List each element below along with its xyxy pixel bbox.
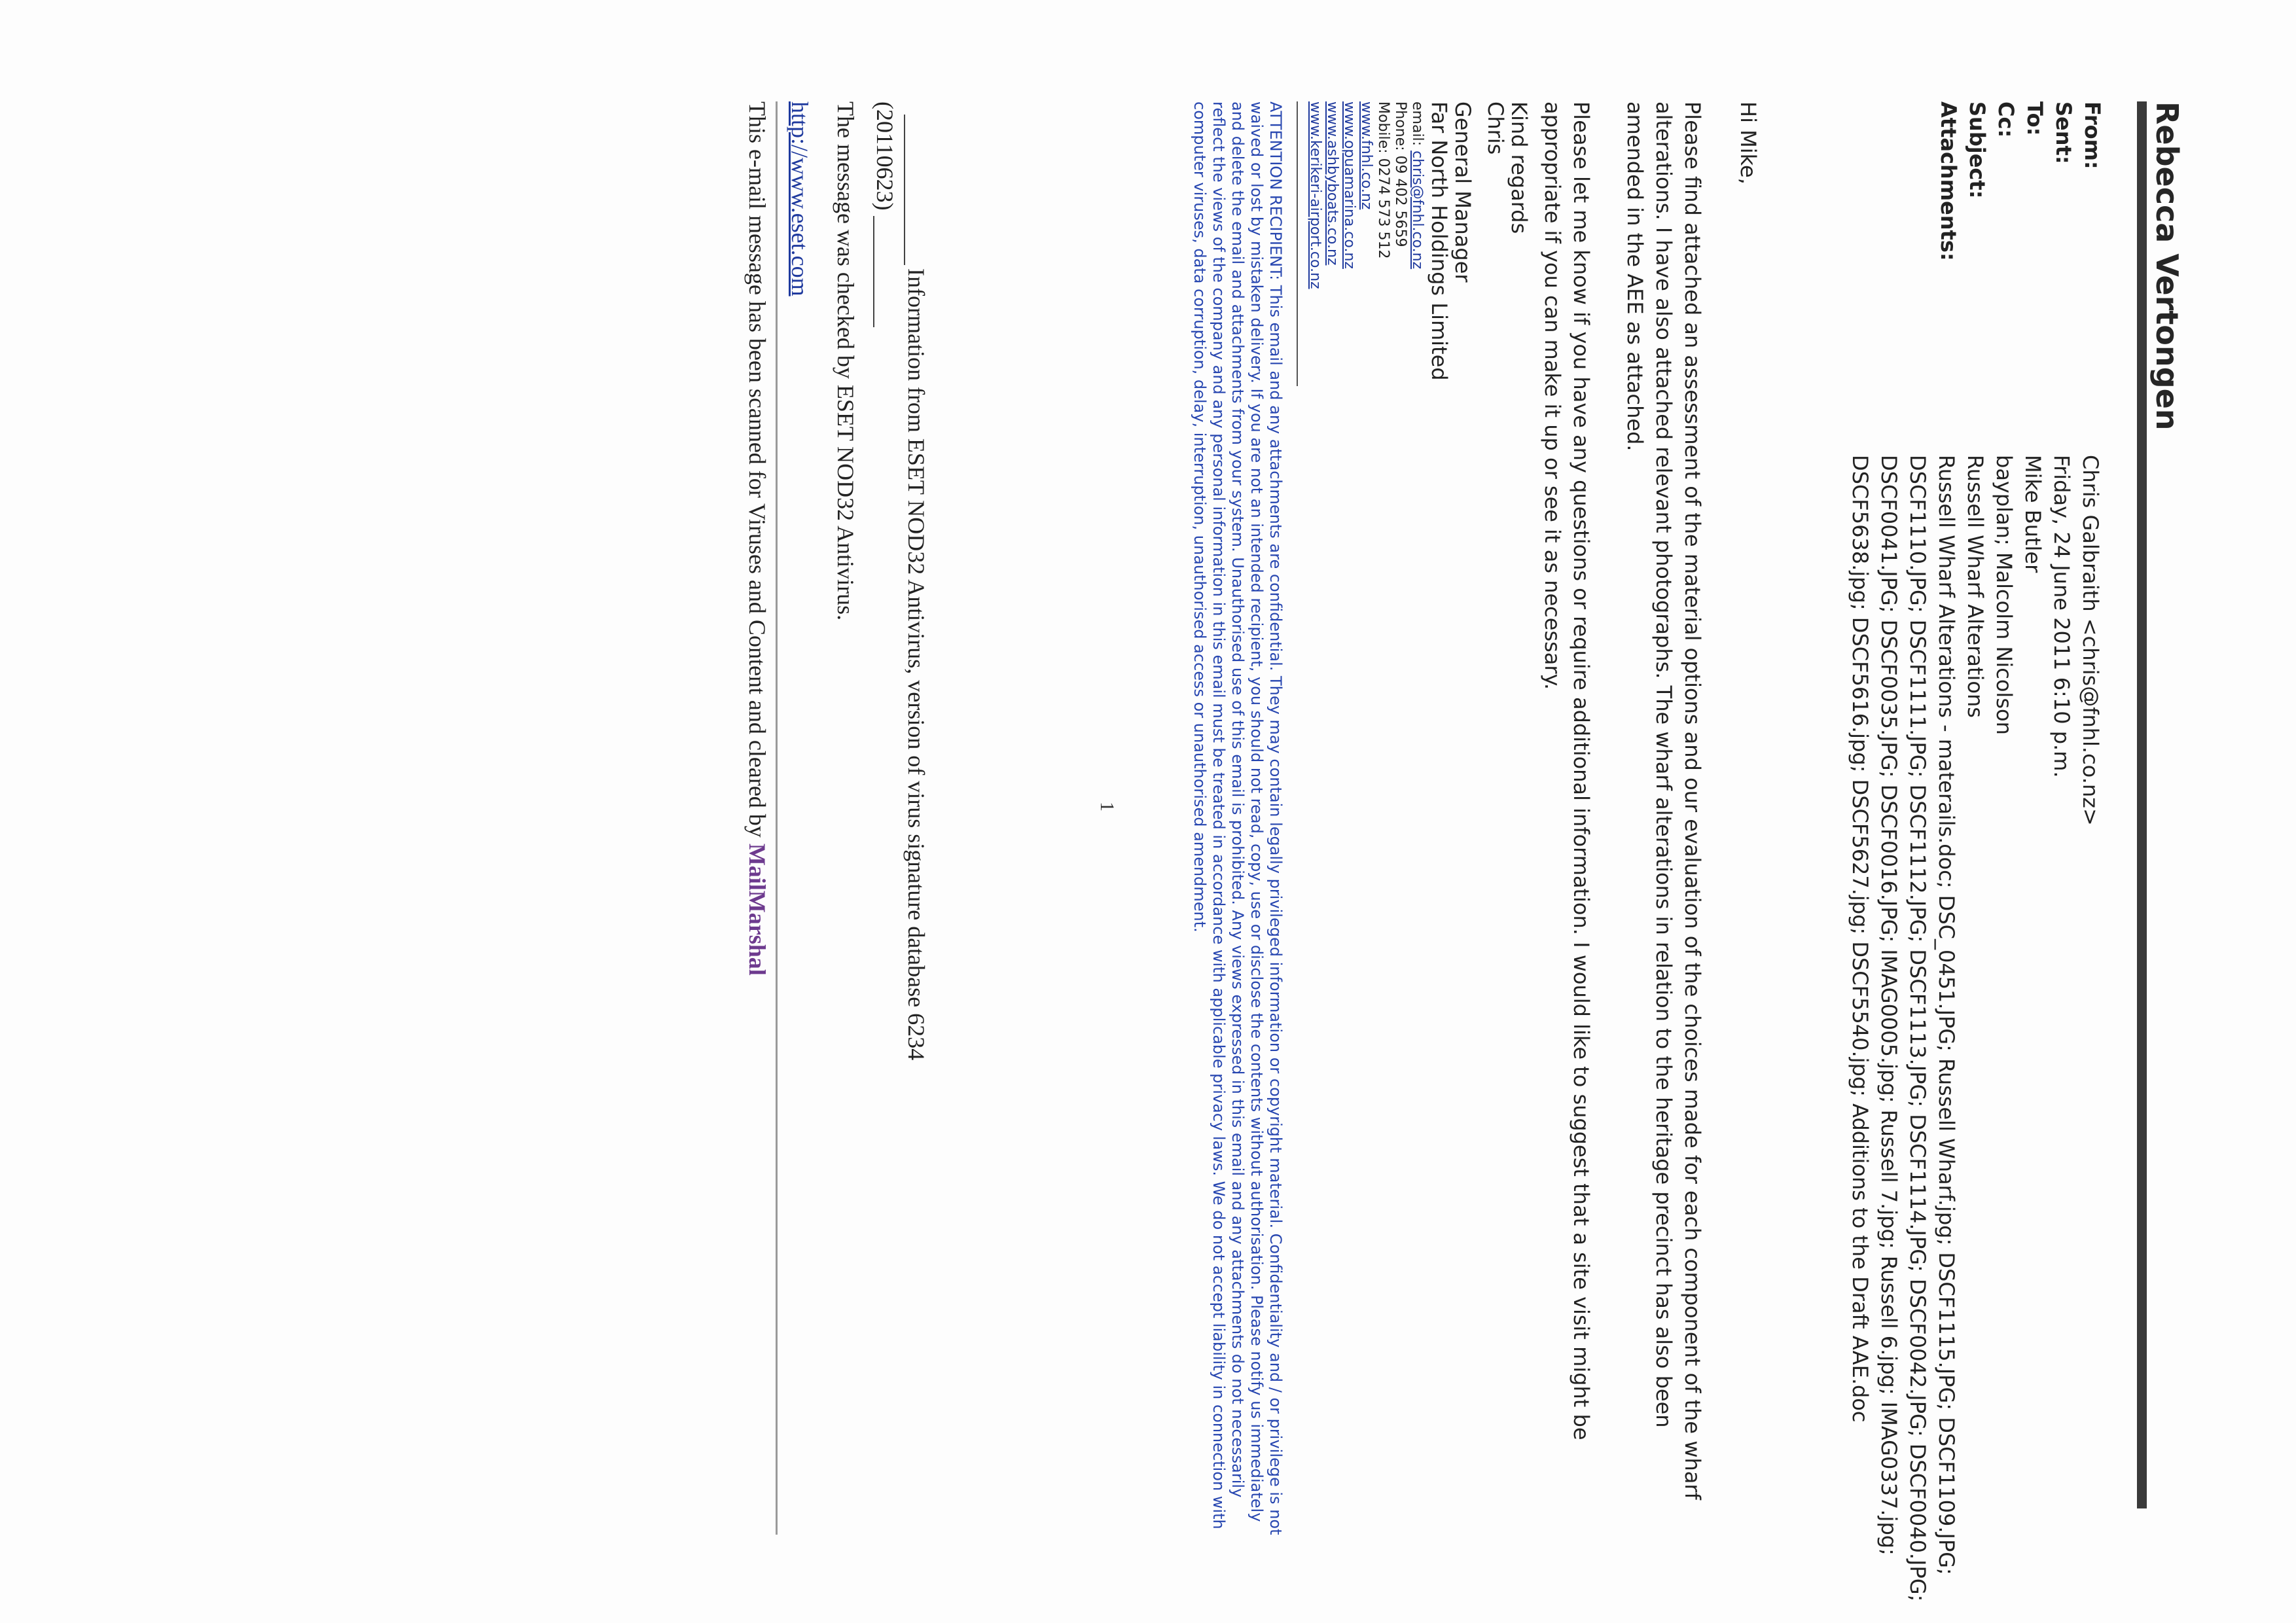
signature-title: General Manager (1450, 101, 1475, 283)
cc-label: Cc: (1994, 101, 2018, 138)
eset-info-line-2: (20110623) (872, 101, 898, 211)
signature-mobile: Mobile: 0274 573 512 (1375, 101, 1391, 259)
eset-rule-left (904, 115, 905, 265)
signature-link-fnhl[interactable]: www.fnhl.co.nz (1358, 101, 1374, 210)
signature-divider (1297, 101, 1298, 386)
owner-name-underline (2137, 101, 2147, 1508)
signature-link-opuamarina[interactable]: www.opuamarina.co.nz (1341, 101, 1357, 269)
mailmarshal-scanned-line (744, 101, 771, 976)
cc-value: bayplan; Malcolm Nicolson (1992, 455, 2017, 735)
subject-value: Russell Wharf Alterations (1963, 455, 1988, 718)
signature-company: Far North Holdings Limited (1427, 101, 1452, 381)
sent-value: Friday, 24 June 2011 6:10 p.m. (2049, 455, 2074, 778)
footer-divider (776, 101, 778, 1535)
attachments-label: Attachments: (1936, 101, 1961, 261)
signature-link-kerikeri-airport[interactable]: www.kerikeri-airport.co.nz (1307, 101, 1323, 289)
eset-info-line-1: Information from ESET NOD32 Antivirus, version of virus signature database 6234 (903, 268, 929, 1061)
eset-rule-right (873, 216, 874, 327)
from-value: Chris Galbraith <chris@fnhl.co.nz> (2078, 455, 2103, 826)
email-paragraph-2: Please let me know if you have any questions or require additional information. I would like to suggest that a site visit might be appropriate if you can make it up or see it as necessary. (1540, 101, 1594, 1440)
email-paragraph-1: Please find attached an assessment of the material options and our evaluation of the choices made for each component of the wharf alterations. I have also attached relevant photographs. The wharf alterations in relation to the heritage precinct has also been amended in the AEE as attached. (1623, 101, 1705, 1500)
signature-link-ashbyboats[interactable]: www.ashbyboats.co.nz (1324, 101, 1340, 266)
page-number: 1 (1096, 802, 1118, 812)
email-closing: Kind regards (1507, 101, 1532, 234)
to-label: To: (2022, 101, 2047, 136)
eset-checked-line: The message was checked by ESET NOD32 Antivirus. (833, 101, 859, 621)
email-greeting: Hi Mike, (1736, 101, 1761, 185)
subject-label: Subject: (1965, 101, 1990, 199)
email-sender-name: Chris (1483, 101, 1508, 155)
signature-email-link[interactable]: chris@fnhl.co.nz (1409, 151, 1426, 270)
from-label: From: (2080, 101, 2105, 169)
to-value: Mike Butler (2020, 455, 2045, 573)
eset-website-link[interactable]: http://www.eset.com (787, 101, 813, 296)
confidentiality-disclaimer: ATTENTION RECIPIENT: This email and any attachments are confidential. They may contain legally privileged information or copyright material. Confidentiality and / or privilege is not waived or lost by mistaken delivery. If you are not an intended recipient, you should not read, copy, use or disclose the contents without authorisation. Please notify us immediately and delete the email and attachments from your system. Unauthorised use of this email is prohibited. Any views expressed in this email and any attachments do not necessarily reflect the views of the company and any personal information in this email must be treated in accordance with applicable privacy laws. We do not accept liability in connection with computer viruses, data corruption, delay, interruption, unauthorised access or unauthorised amendment. (1191, 101, 1285, 1535)
signature-phone: Phone: 09 402 5659 (1392, 101, 1408, 247)
scanned-message-text: This e-mail message has been scanned for Viruses and Content and cleared by (744, 101, 770, 844)
document-owner-name: Rebecca Vertongen (2149, 101, 2185, 431)
signature-email-label: email: (1409, 101, 1426, 151)
signature-email-line (1408, 101, 1426, 269)
attachments-list: Russell Wharf Alterations - materails.doc; DSC_0451.JPG; Russell Wharf.jpg; DSCF1115.JPG; DSCF1109.JPG; DSCF1110.JPG; DSCF1111.JPG; DSCF1112.JPG; DSCF1113.JPG; DSCF1114.JPG; DSCF0042.JPG; DSCF0040.JPG; DSCF0041.JPG; DSCF0035.JPG; DSCF0016.JPG; IMAG0005.jpg; Russell 7.jpg; Russell 6.jpg; IMAG0337.jpg; DSCF5638.jpg; DSCF5616.jpg; DSCF5627.jpg; DSCF5540.jpg; Additions to the Draft AAE.doc (1848, 455, 1959, 1602)
mailmarshal-brand: MailMarshal (744, 843, 770, 976)
sent-label: Sent: (2051, 101, 2076, 164)
